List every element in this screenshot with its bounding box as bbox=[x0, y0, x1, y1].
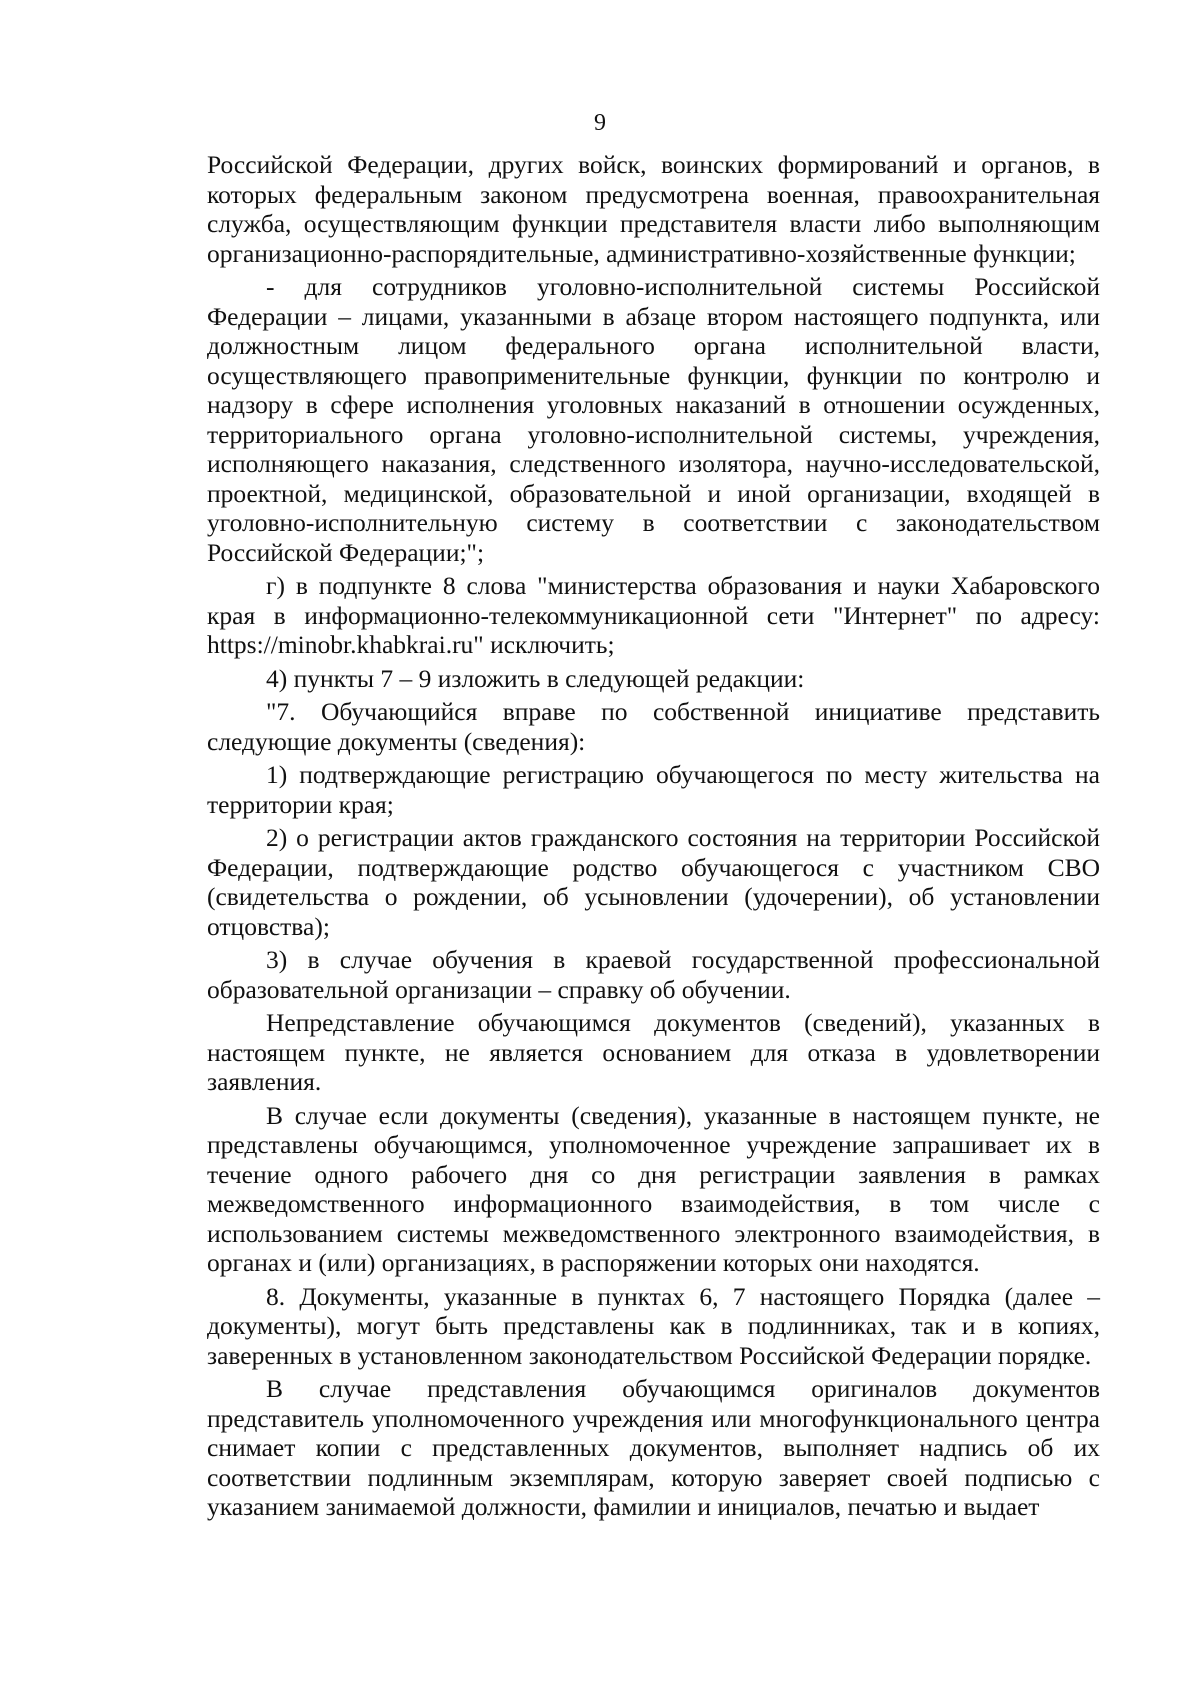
paragraph: Непредставление обучающимся документов (сведений), указанных в настоящем пункте, не является основанием для отказа в удовлетворении заявления. bbox=[207, 1008, 1100, 1096]
paragraph: В случае представления обучающимся оригиналов документов представитель уполномоченного учреждения или многофункционального центра снимает копии с представленных документов, выполняет надпись об их соответствии подлинным экземплярам, которую заверяет своей подписью с указанием занимаемой должности, фамилии и инициалов, печатью и выдает bbox=[207, 1374, 1100, 1521]
paragraph: Российской Федерации, других войск, воинских формирований и органов, в которых федеральным законом предусмотрена военная, правоохранительная служба, осуществляющим функции представителя власти либо выполняющим организационно-распорядительные, административно-хозяйственные функции; bbox=[207, 150, 1100, 268]
paragraph: г) в подпункте 8 слова "министерства образования и науки Хабаровского края в информационно-телекоммуникационной сети "Интернет" по адресу: https://minobr.khabkrai.ru" исключить; bbox=[207, 571, 1100, 659]
document-body bbox=[207, 150, 1100, 1526]
paragraph: "7. Обучающийся вправе по собственной инициативе представить следующие документы (сведения): bbox=[207, 697, 1100, 756]
paragraph: 1) подтверждающие регистрацию обучающегося по месту жительства на территории края; bbox=[207, 760, 1100, 819]
paragraph: 2) о регистрации актов гражданского состояния на территории Российской Федерации, подтверждающие родство обучающегося с участником СВО (свидетельства о рождении, об усыновлении (удочерении), об установлении отцовства); bbox=[207, 823, 1100, 941]
paragraph: - для сотрудников уголовно-исполнительной системы Российской Федерации – лицами, указанными в абзаце втором настоящего подпункта, или должностным лицом федерального органа исполнительной власти, осуществляющего правоприменительные функции, функции по контролю и надзору в сфере исполнения уголовных наказаний в отношении осужденных, территориального органа уголовно-исполнительной системы, учреждения, исполняющего наказания, следственного изолятора, научно-исследовательской, проектной, медицинской, образовательной и иной организации, входящей в уголовно-исполнительную систему в соответствии с законодательством Российской Федерации;"; bbox=[207, 272, 1100, 567]
paragraph: 8. Документы, указанные в пунктах 6, 7 настоящего Порядка (далее – документы), могут быть представлены как в подлинниках, так и в копиях, заверенных в установленном законодательством Российской Федерации порядке. bbox=[207, 1281, 1100, 1370]
paragraph: В случае если документы (сведения), указанные в настоящем пункте, не представлены обучающимся, уполномоченное учреждение запрашивает их в течение одного рабочего дня со дня регистрации заявления в рамках межведомственного информационного взаимодействия, в том числе с использованием системы межведомственного электронного взаимодействия, в органах и (или) организациях, в распоряжении которых они находятся. bbox=[207, 1100, 1100, 1277]
paragraph: 3) в случае обучения в краевой государственной профессиональной образовательной организации – справку об обучении. bbox=[207, 945, 1100, 1004]
page-number: 9 bbox=[594, 110, 606, 136]
paragraph: 4) пункты 7 – 9 изложить в следующей редакции: bbox=[266, 663, 805, 693]
